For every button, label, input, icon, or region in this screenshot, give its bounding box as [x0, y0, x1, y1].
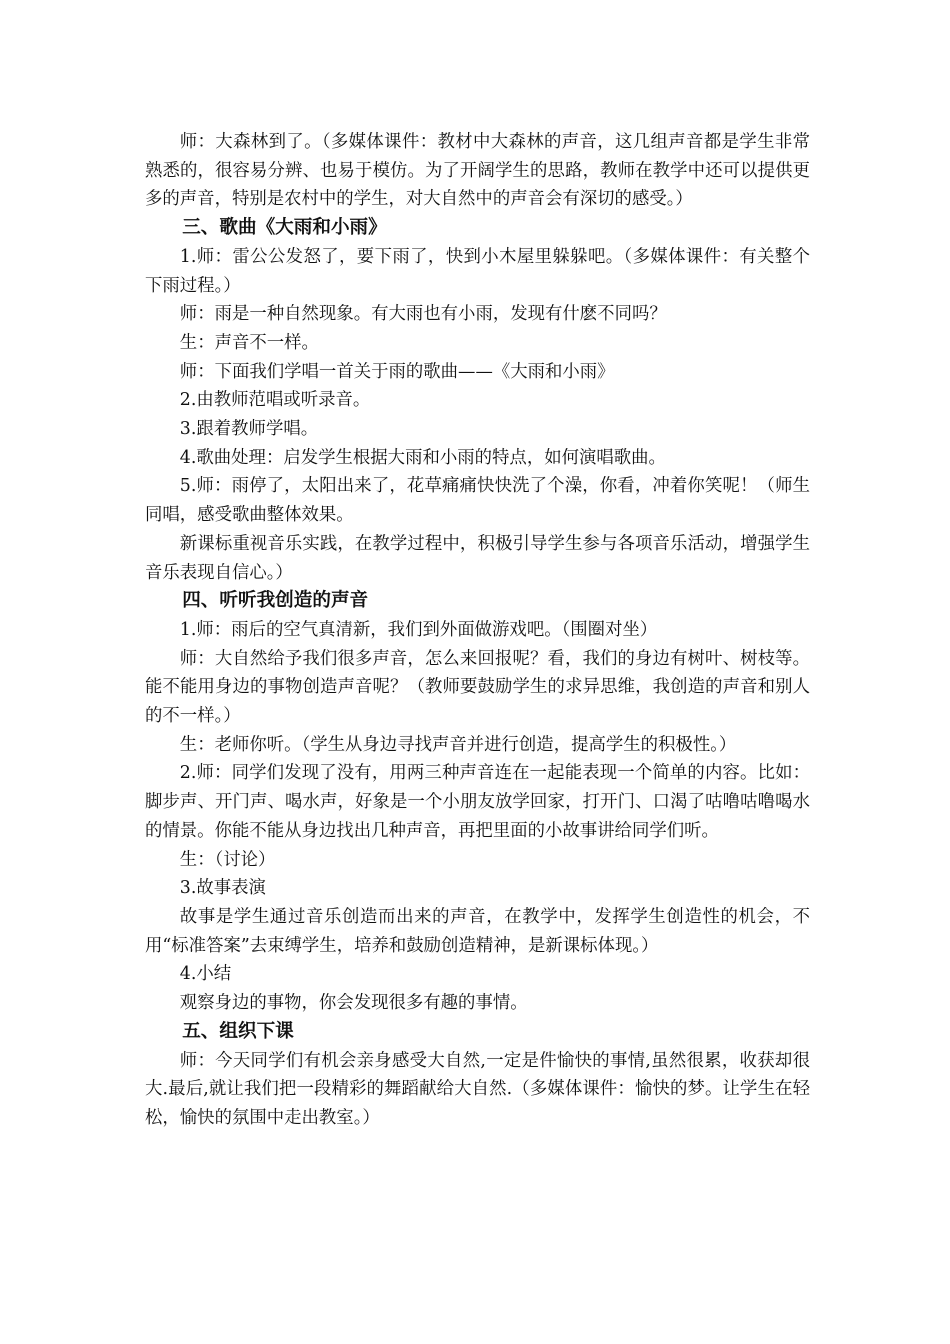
paragraph: 师：今天同学们有机会亲身感受大自然,一定是件愉快的事情,虽然很累，收获却很大.最后,就让我们把一段精彩的舞蹈献给大自然.（多媒体课件：愉快的梦。让学生在轻松，愉快的氛围中走出教室。） [145, 1050, 810, 1128]
paragraph: 观察身边的事物，你会发现很多有趣的事情。 [179, 993, 528, 1014]
paragraph: 3.故事表演 [179, 878, 266, 899]
document-page [145, 128, 810, 1133]
paragraph: 5.师：雨停了，太阳出来了，花草痛痛快快洗了个澡，你看，冲着你笑呢！（师生同唱，感受歌曲整体效果。 [145, 476, 810, 526]
paragraph: 2.师：同学们发现了没有，用两三种声音连在一起能表现一个简单的内容。比如：脚步声、开门声、喝水声，好象是一个小朋友放学回家，打开门、口渴了咕噜咕噜喝水的情景。你能不能从身边找出几种声音，再把里面的小故事讲给同学们听。 [145, 763, 810, 841]
paragraph: 3.跟着教师学唱。 [179, 419, 319, 440]
paragraph: 师：下面我们学唱一首关于雨的歌曲——《大雨和小雨》 [179, 361, 615, 382]
paragraph: 生：（讨论） [179, 849, 276, 870]
section-heading: 三、歌曲《大雨和小雨》 [182, 217, 387, 239]
paragraph: 1.师：雷公公发怒了，要下雨了，快到小木屋里躲躲吧。（多媒体课件：有关整个下雨过程。） [145, 246, 810, 296]
paragraph: 2.由教师范唱或听录音。 [179, 390, 371, 411]
paragraph: 师：雨是一种自然现象。有大雨也有小雨，发现有什麽不同吗？ [179, 304, 667, 325]
section-heading: 五、组织下课 [182, 1020, 294, 1042]
paragraph: 故事是学生通过音乐创造而出来的声音，在教学中，发挥学生创造性的机会，不用“标准答案”去束缚学生，培养和鼓励创造精神，是新课标体现。） [145, 906, 810, 956]
section-heading: 四、听听我创造的声音 [182, 590, 369, 612]
paragraph: 师：大森林到了。（多媒体课件：教材中大森林的声音，这几组声音都是学生非常熟悉的，很容易分辨、也易于模仿。为了开阔学生的思路，教师在教学中还可以提供更多的声音，特别是农村中的学生，对大自然中的声音会有深切的感受。） [145, 132, 810, 210]
paragraph: 1.师：雨后的空气真清新，我们到外面做游戏吧。（围圈对坐） [179, 619, 658, 640]
paragraph: 4.歌曲处理：启发学生根据大雨和小雨的特点，如何演唱歌曲。 [179, 447, 666, 468]
paragraph: 4.小结 [179, 964, 232, 985]
paragraph: 生：声音不一样。 [179, 332, 319, 353]
paragraph: 新课标重视音乐实践，在教学过程中，积极引导学生参与各项音乐活动，增强学生音乐表现自信心。） [145, 533, 810, 583]
paragraph: 师：大自然给予我们很多声音，怎么来回报呢？看，我们的身边有树叶、树枝等。能不能用身边的事物创造声音呢？（教师要鼓励学生的求异思维，我创造的声音和别人的不一样。） [145, 648, 810, 727]
paragraph: 生：老师你听。（学生从身边寻找声音并进行创造，提高学生的积极性。） [179, 734, 737, 755]
